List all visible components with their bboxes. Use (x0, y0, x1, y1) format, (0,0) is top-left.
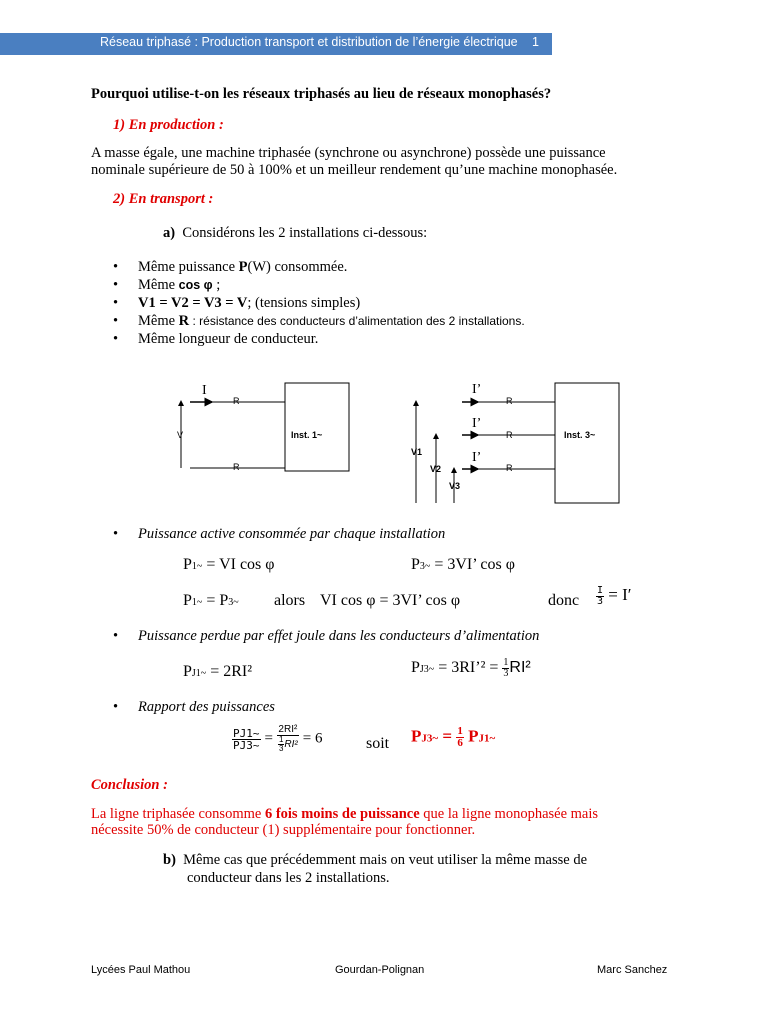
item-b-line1: b) Même cas que précédemment mais on veut utiliser la même masse de (163, 852, 588, 868)
main-question: Pourquoi utilise-t-on les réseaux triphasés au lieu de réseaux monophasés? (91, 86, 552, 102)
label-r1: R (506, 396, 513, 406)
eq-alors-expression: VI cos φ = 3VI’ cos φ (320, 592, 461, 609)
bullet-cos: • Même cos φ ; (113, 277, 221, 293)
label-r-top: R (233, 396, 240, 406)
item-b-line2: conducteur dans les 2 installations. (187, 870, 390, 886)
footer-school: Lycées Paul Mathou (91, 964, 191, 976)
item-a (163, 225, 427, 242)
eq-pj3: PJ3~ = 3RI’² = $\frac{1}{3}$ RI² (411, 657, 531, 679)
eq-result: PJ3~ = $\frac{1}{6}$ PJ1~ (411, 725, 496, 749)
eq-donc-result: $\frac{I}{3}$ = I′ (597, 584, 632, 607)
footer-author: Marc Sanchez (597, 964, 668, 976)
bullet-voltages: • V1 = V2 = V3 = V; (tensions simples) (113, 295, 361, 311)
active-power-title: • Puissance active consommée par chaque installation (113, 526, 446, 542)
eq-p3: P3~ = 3VI’ cos φ (411, 556, 515, 573)
label-r-bottom: R (233, 462, 240, 472)
label-v1: V1 (411, 447, 423, 457)
conclusion-line1: La ligne triphasée consomme 6 fois moins de puissance que la ligne monophasée mais (91, 806, 599, 822)
conclusion-line2: nécessite 50% de conducteur (1) supplémentaire pour fonctionner. (91, 822, 476, 838)
label-i-prime-1: I’ (472, 382, 482, 397)
label-r3: R (506, 463, 513, 473)
label-i-prime-2: I’ (472, 416, 482, 431)
label-v2: V2 (430, 464, 442, 474)
section-1-heading: 1) En production : (113, 117, 224, 133)
label-inst-1: Inst. 1~ (291, 430, 323, 440)
joule-title: • Puissance perdue par effet joule dans les conducteurs d’alimentation (113, 628, 540, 644)
page-number: 1 (532, 35, 539, 49)
ratio-title: • Rapport des puissances (113, 699, 275, 715)
three-phase-circuit (416, 383, 619, 503)
section-1-para-line1: A masse égale, une machine triphasée (synchrone ou asynchrone) possède une puissance (91, 145, 606, 161)
eq-pj1: PJ1~ = 2RI² (183, 663, 253, 680)
label-current-i: I (202, 383, 207, 398)
label-v: V (177, 430, 184, 440)
item-a-label: a) (163, 225, 176, 241)
label-inst-3: Inst. 3~ (564, 430, 596, 440)
label-r2: R (506, 430, 513, 440)
footer-location: Gourdan-Polignan (335, 964, 425, 976)
label-v3: V3 (449, 481, 461, 491)
inst-1-box (285, 383, 349, 471)
bullet-resistance: • Même R : résistance des conducteurs d’alimentation des 2 installations. (113, 313, 525, 329)
eq-alors: alors (274, 592, 306, 609)
eq-soit: soit (366, 735, 390, 752)
eq-ratio: $\frac{PJ1\sim}{PJ3\sim}$ = 2RI² $\frac{1}{3}$ RI² = 6 (233, 724, 323, 753)
eq-p1: P1~ = VI cos φ (183, 556, 275, 573)
circuit-diagram (0, 375, 768, 510)
eq-donc: donc (548, 592, 580, 609)
label-i-prime-3: I’ (472, 450, 482, 465)
header-title: Réseau triphasé : Production transport et distribution de l’énergie électrique (100, 35, 518, 49)
bullet-length: • Même longueur de conducteur. (113, 331, 319, 347)
inst-3-box (555, 383, 619, 503)
section-1-para-line2: nominale supérieure de 50 à 100% et un meilleur rendement qu’une machine monophasée. (91, 162, 618, 178)
conclusion-heading: Conclusion : (91, 777, 168, 793)
item-a-text: Considérons les 2 installations ci-dessous: (182, 225, 428, 241)
section-2-heading: 2) En transport : (113, 191, 214, 207)
eq-p1-equals-p3: P1~ = P3~ (183, 592, 239, 609)
bullet-power: • Même puissance P(W) consommée. (113, 259, 348, 275)
